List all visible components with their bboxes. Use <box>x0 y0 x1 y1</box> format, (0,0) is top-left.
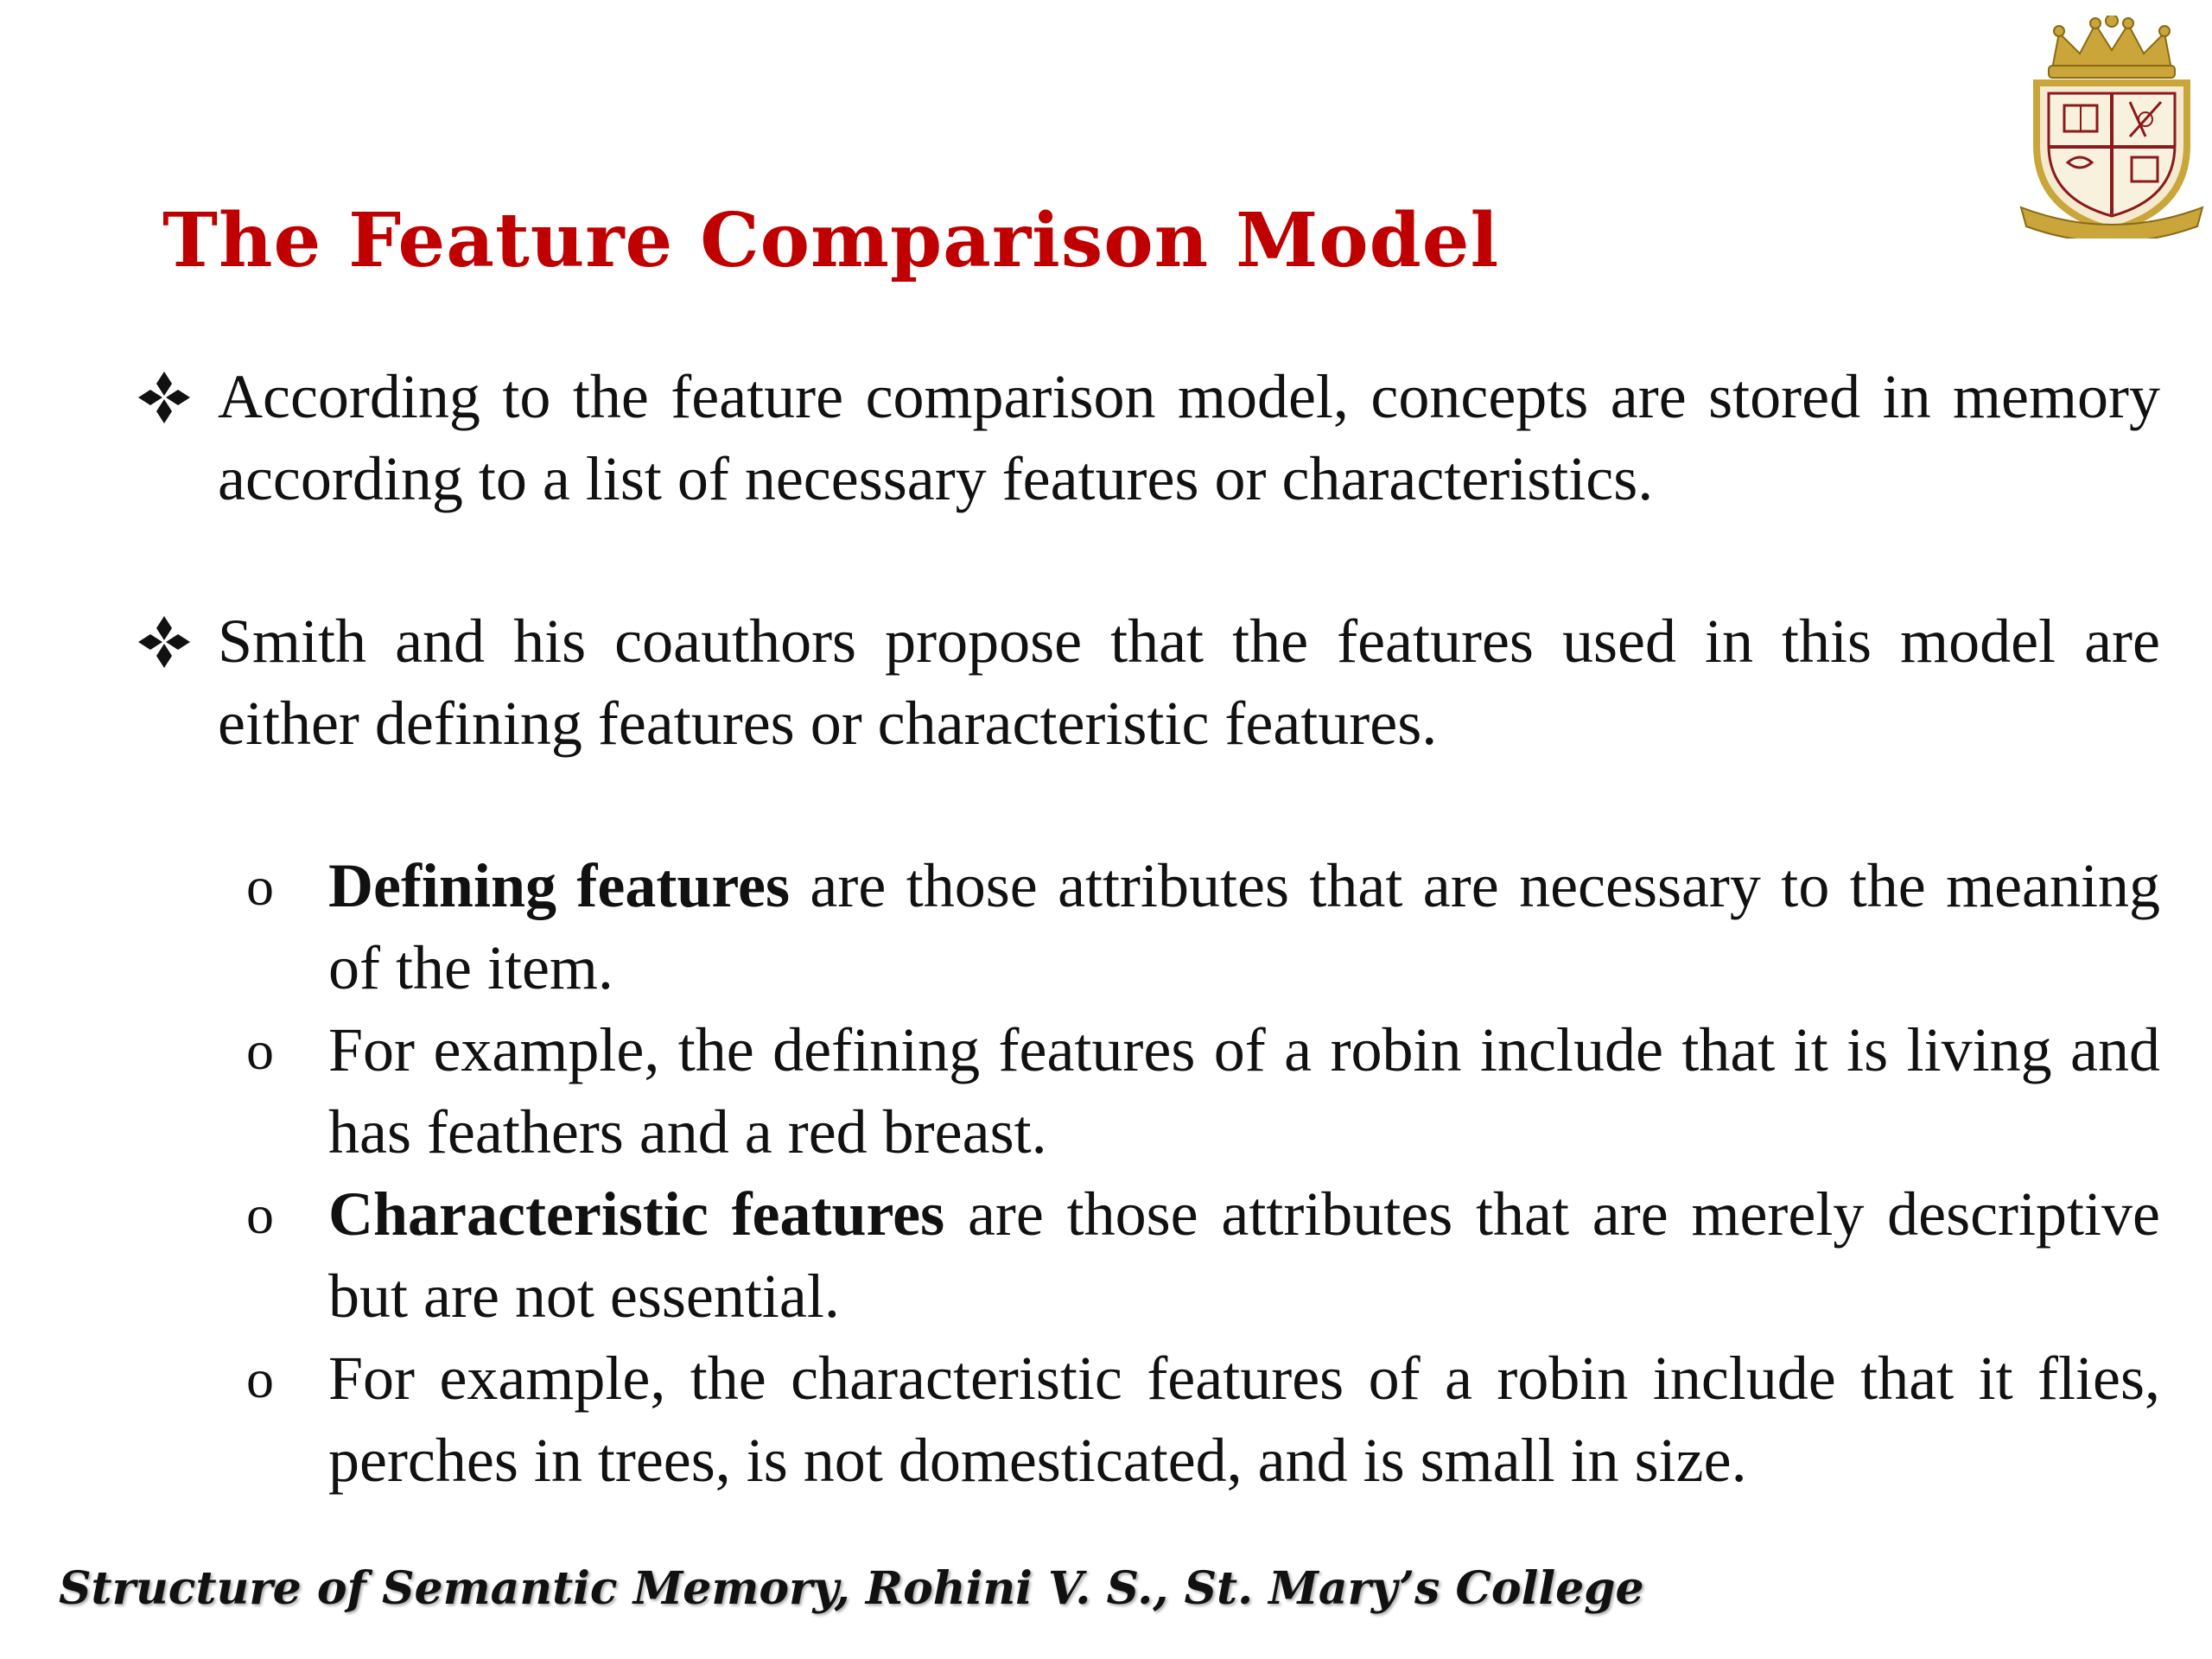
sub-bullet-text: Defining features are those attributes that are necessary to the meaning of the item. <box>328 851 2160 1002</box>
college-crest-icon <box>2018 16 2206 238</box>
bullet-item-2 <box>134 601 2160 765</box>
sub-bullet-item-4 <box>242 1338 2160 1502</box>
circle-bullet-icon: o <box>246 1348 274 1409</box>
bullet-item-1 <box>134 356 2160 520</box>
diamond-bullet-icon <box>134 358 194 435</box>
bullet-text: Smith and his coauthors propose that the features used in this model are either defining features or characteristic features. <box>218 607 2160 758</box>
sub-bullet-text: For example, the characteristic features of a robin include that it flies, perches in trees, is not domesticated, and is small in size. <box>328 1344 2160 1495</box>
diamond-bullet-icon <box>134 602 194 680</box>
bold-term: Characteristic features <box>328 1179 945 1249</box>
bold-term: Defining features <box>328 851 791 920</box>
circle-bullet-icon: o <box>246 855 274 917</box>
sub-bullet-item-1 <box>242 845 2160 1009</box>
sub-bullet-item-2 <box>242 1009 2160 1173</box>
slide-title: The Feature Comparison Model <box>162 197 1500 284</box>
slide-footer: Structure of Semantic Memory, Rohini V. S., St. Mary’s College <box>59 1562 1644 1615</box>
sub-bullet-text: Characteristic features are those attributes that are merely descriptive but are not essential. <box>328 1179 2161 1331</box>
circle-bullet-icon: o <box>246 1184 274 1245</box>
sub-bullet-item-3 <box>242 1173 2160 1338</box>
circle-bullet-icon: o <box>246 1020 274 1081</box>
bullet-text: According to the feature comparison model, concepts are stored in memory according to a list of necessary features or characteristics. <box>218 362 2160 513</box>
sub-bullet-text: For example, the defining features of a robin include that it is living and has feathers and a red breast. <box>328 1015 2160 1166</box>
